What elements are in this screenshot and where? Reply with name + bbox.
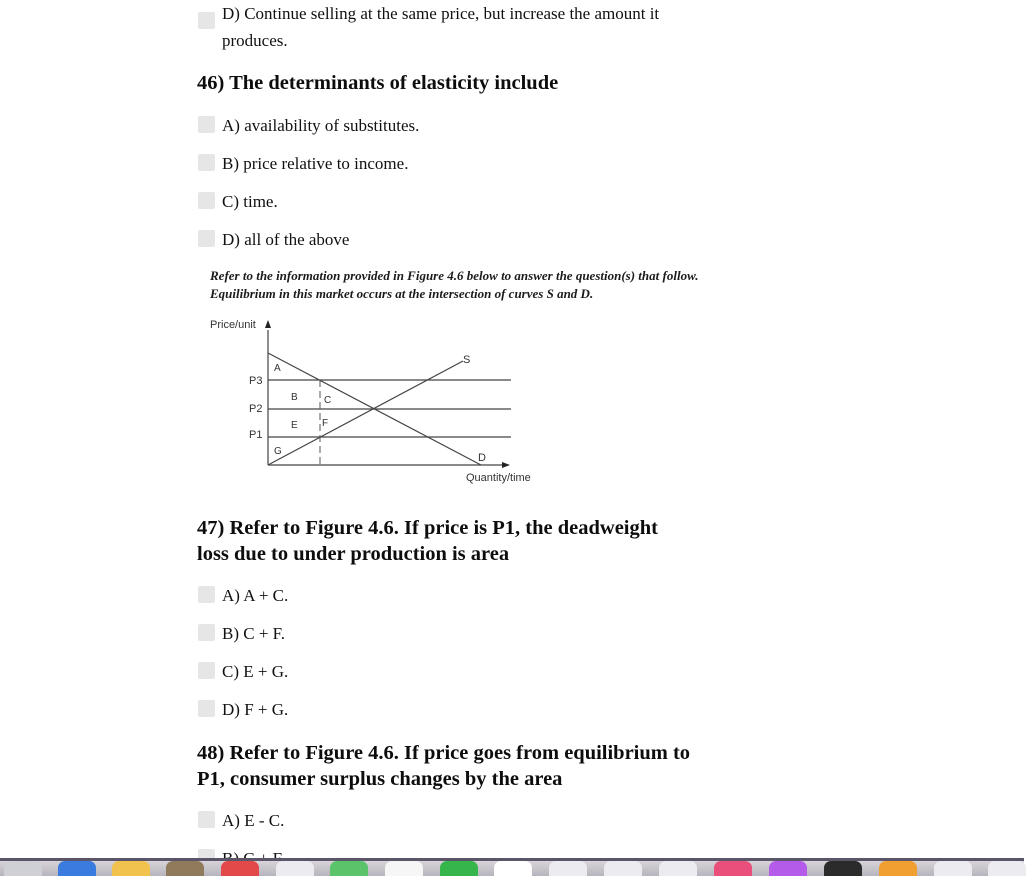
q45-option-d-text-line2: produces. [222,31,288,50]
dock-app-icon[interactable] [769,861,807,876]
dock-app-icon[interactable] [659,861,697,876]
dock-app-icon[interactable] [112,861,150,876]
q47-option-d[interactable] [198,696,288,723]
figure-note-line2: Equilibrium in this market occurs at the intersection of curves S and D. [210,286,594,301]
demand-curve-label: D [478,452,486,464]
q46-option-b[interactable] [198,150,408,177]
q47-option-c-checkbox[interactable] [198,662,215,679]
dock [0,858,1024,876]
q46-title: 46) The determinants of elasticity include [197,72,559,94]
area-label-f: F [322,418,329,429]
q48-option-a[interactable] [198,807,284,834]
dock-app-icon[interactable] [549,861,587,876]
area-label-g: G [274,446,282,457]
x-axis-label: Quantity/time [466,472,531,484]
q45-option-d[interactable] [198,0,758,54]
q47-option-b-text: B) C + F. [222,624,286,643]
area-label-e: E [291,420,298,431]
dock-app-icon[interactable] [221,861,259,876]
y-axis-arrow [265,320,271,328]
dock-app-icon[interactable] [4,861,42,876]
dock-app-icon[interactable] [385,861,423,876]
q46-option-b-text: B) price relative to income. [222,154,409,173]
q48-title-line1: 48) Refer to Figure 4.6. If price goes from equilibrium to [197,742,691,764]
dock-app-icon[interactable] [276,861,314,876]
q45-option-d-checkbox[interactable] [198,12,215,29]
dock-app-icon[interactable] [58,861,96,876]
q48-title [197,740,777,792]
q47-title-line2: loss due to under production is area [197,543,510,565]
q46-option-b-checkbox[interactable] [198,154,215,171]
y-axis-label: Price/unit [210,319,256,331]
dock-app-icon[interactable] [934,861,972,876]
area-label-c: C [324,395,332,406]
q47-option-a-text: A) A + C. [222,586,289,605]
q46-option-d-text: D) all of the above [222,230,350,249]
dock-app-icon[interactable] [988,861,1026,876]
q45-option-d-text-line1: D) Continue selling at the same price, but increase the amount it [222,4,660,23]
q47-option-a[interactable] [198,582,288,609]
figure-4-6-diagram [205,314,565,490]
figure-note-line1: Refer to the information provided in Figure 4.6 below to answer the question(s) that follow. [210,268,699,283]
dock-app-icon[interactable] [166,861,204,876]
dock-app-icon[interactable] [330,861,368,876]
q47-title-line1: 47) Refer to Figure 4.6. If price is P1, the deadweight [197,517,658,539]
q47-option-c[interactable] [198,658,288,685]
q46-option-a-checkbox[interactable] [198,116,215,133]
q47-title [197,515,777,567]
q48-option-a-checkbox[interactable] [198,811,215,828]
q46-option-c[interactable] [198,188,278,215]
q46-option-d[interactable] [198,226,349,253]
dock-app-icon[interactable] [604,861,642,876]
supply-curve [268,361,463,465]
price-label-p2: P2 [249,403,263,415]
q48-title-line2: P1, consumer surplus changes by the area [197,768,563,790]
q46-option-a-text: A) availability of substitutes. [222,116,420,135]
area-label-b: B [291,392,298,403]
q48-option-a-text: A) E - C. [222,811,285,830]
q47-option-a-checkbox[interactable] [198,586,215,603]
q47-option-d-text: D) F + G. [222,700,289,719]
q46-option-c-text: C) time. [222,192,278,211]
dock-app-icon[interactable] [714,861,752,876]
q47-option-b-checkbox[interactable] [198,624,215,641]
area-label-a: A [274,363,281,374]
q46-option-c-checkbox[interactable] [198,192,215,209]
price-label-p3: P3 [249,375,263,387]
dock-app-icon[interactable] [824,861,862,876]
q47-option-b[interactable] [198,620,285,647]
q47-option-d-checkbox[interactable] [198,700,215,717]
dock-app-icon[interactable] [879,861,917,876]
q46-option-d-checkbox[interactable] [198,230,215,247]
q47-option-c-text: C) E + G. [222,662,289,681]
dock-app-icon[interactable] [440,861,478,876]
supply-curve-label: S [463,354,471,366]
dock-app-icon[interactable] [494,861,532,876]
figure-note [210,267,770,303]
price-label-p1: P1 [249,429,263,441]
q46-option-a[interactable] [198,112,419,139]
x-axis-arrow [502,462,510,468]
